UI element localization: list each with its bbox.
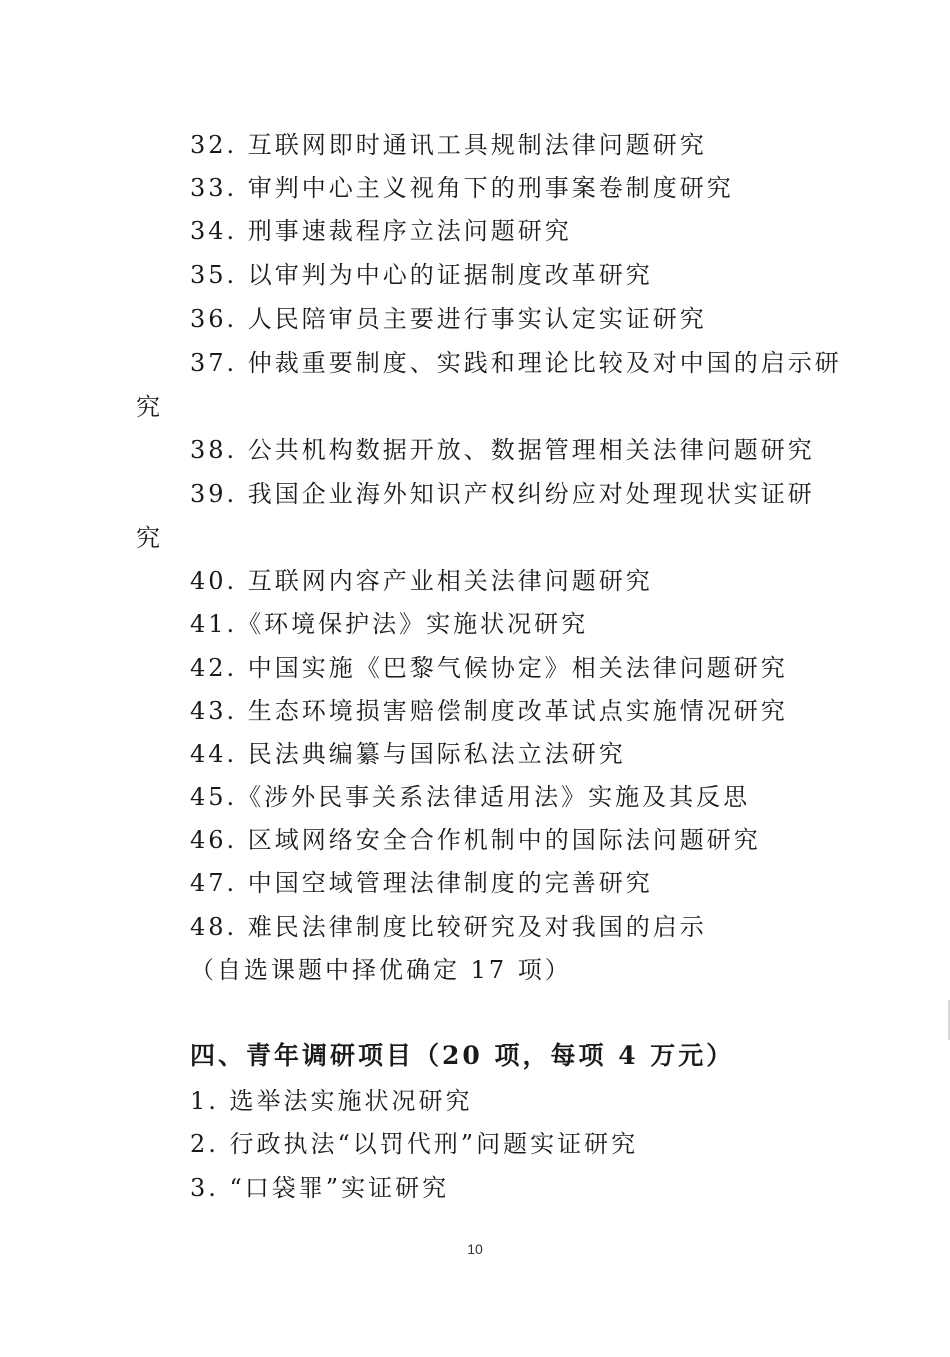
topic-item-39: 39. 我国企业海外知识产权纠纷应对处理现状实证研: [190, 480, 815, 508]
topic-item-41: 41.《环境保护法》实施状况研究: [190, 610, 589, 638]
topic-item-32: 32. 互联网即时通讯工具规制法律问题研究: [190, 131, 707, 159]
topic-item-48: 48. 难民法律制度比较研究及对我国的启示: [190, 913, 707, 941]
topic-item-37-continuation: 究: [136, 393, 160, 421]
topic-item-44: 44. 民法典编纂与国际私法立法研究: [190, 740, 626, 768]
topic-item-37: 37. 仲裁重要制度、实践和理论比较及对中国的启示研: [190, 349, 842, 377]
page-number: 10: [467, 1241, 483, 1257]
topic-item-38: 38. 公共机构数据开放、数据管理相关法律问题研究: [190, 436, 815, 464]
topic-item-43: 43. 生态环境损害赔偿制度改革试点实施情况研究: [190, 697, 788, 725]
topic-item-47: 47. 中国空域管理法律制度的完善研究: [190, 869, 653, 897]
topic-item-45: 45.《涉外民事关系法律适用法》实施及其反思: [190, 783, 751, 811]
topic-item-34: 34. 刑事速裁程序立法问题研究: [190, 217, 572, 245]
youth-item-3: 3. “口袋罪”实证研究: [190, 1174, 450, 1202]
topic-item-40: 40. 互联网内容产业相关法律问题研究: [190, 567, 653, 595]
topic-item-35: 35. 以审判为中心的证据制度改革研究: [190, 261, 653, 289]
youth-item-2: 2. 行政执法“以罚代刑”问题实证研究: [190, 1130, 639, 1158]
youth-item-1: 1. 选举法实施状况研究: [190, 1087, 473, 1115]
section-heading: 四、青年调研项目（20 项，每项 4 万元）: [190, 1041, 735, 1070]
topic-item-46: 46. 区域网络安全合作机制中的国际法问题研究: [190, 826, 761, 854]
topic-item-42: 42. 中国实施《巴黎气候协定》相关法律问题研究: [190, 654, 788, 682]
topic-item-33: 33. 审判中心主义视角下的刑事案卷制度研究: [190, 174, 734, 202]
topic-item-39-continuation: 究: [136, 524, 160, 552]
topic-item-36: 36. 人民陪审员主要进行事实认定实证研究: [190, 305, 707, 333]
selection-note: （自选课题中择优确定 17 项）: [190, 956, 572, 984]
